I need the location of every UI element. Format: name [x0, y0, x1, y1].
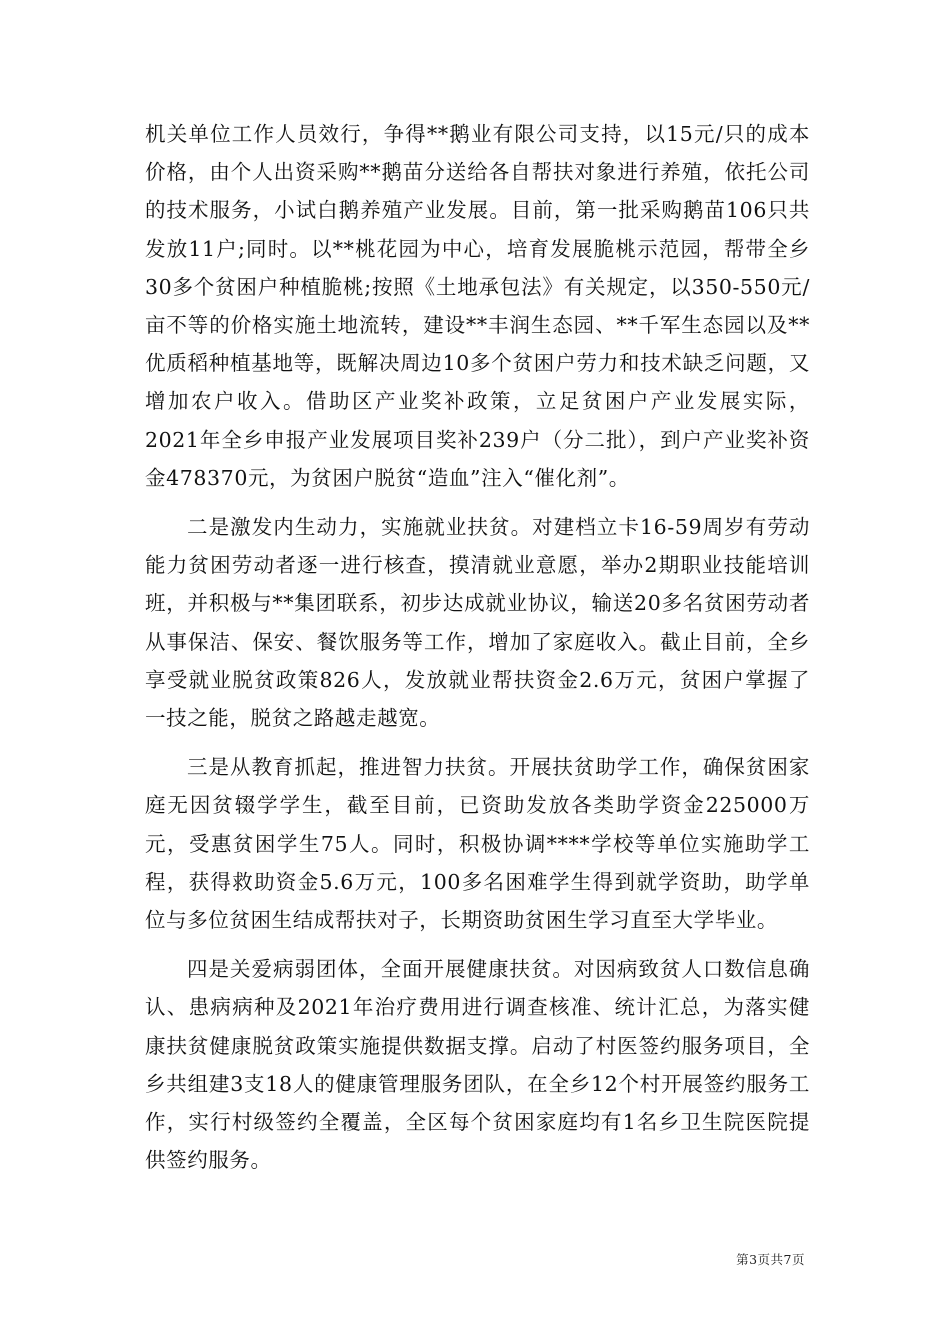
paragraph-education-poverty-alleviation: 三是从教育抓起，推进智力扶贫。开展扶贫助学工作，确保贫困家庭无因贫辍学学生，截至目前，已资助发放各类助学资金225000万元，受惠贫困学生75人。同时，积极协调****学校等单位实施助学工程，获得救助资金5.6万元，100多名困难学生得到就学资助，助学单位与多位贫困生结成帮扶对子，长期资助贫困生学习直至大学毕业。 — [145, 755, 810, 933]
paragraph-health-poverty-alleviation: 四是关爱病弱团体，全面开展健康扶贫。对因病致贫人口数信息确认、患病病种及2021年治疗费用进行调查核准、统计汇总，为落实健康扶贫健康脱贫政策实施提供数据支撑。启动了村医签约服务项目，全乡共组建3支18人的健康管理服务团队，在全乡12个村开展签约服务工作，实行村级签约全覆盖，全区每个贫困家庭均有1名乡卫生院医院提供签约服务。 — [145, 957, 810, 1173]
document-body — [145, 115, 810, 1179]
paragraph-industry-poverty-alleviation: 机关单位工作人员效行，争得**鹅业有限公司支持，以15元/只的成本价格，由个人出资采购**鹅苗分送给各自帮扶对象进行养殖，依托公司的技术服务，小试白鹅养殖产业发展。目前，第一批采购鹅苗106只共发放11户;同时。以**桃花园为中心，培育发展脆桃示范园，帮带全乡30多个贫困户种植脆桃;按照《土地承包法》有关规定，以350-550元/亩不等的价格实施土地流转，建设**丰润生态园、**千军生态园以及**优质稻种植基地等，既解决周边10多个贫困户劳力和技术缺乏问题，又增加农户收入。借助区产业奖补政策，立足贫困户产业发展实际，2021年全乡申报产业发展项目奖补239户（分二批），到户产业奖补资金478370元，为贫困户脱贫“造血”注入“催化剂”。 — [145, 122, 810, 490]
paragraph-employment-poverty-alleviation: 二是激发内生动力，实施就业扶贫。对建档立卡16-59周岁有劳动能力贫困劳动者逐一进行核查，摸清就业意愿，举办2期职业技能培训班，并积极与**集团联系，初步达成就业协议，输送20多名贫困劳动者从事保洁、保安、餐饮服务等工作，增加了家庭收入。截止目前，全乡享受就业脱贫政策826人，发放就业帮扶资金2.6万元，贫困户掌握了一技之能，脱贫之路越走越宽。 — [145, 515, 810, 731]
page-number-footer: 第3页共7页 — [736, 1252, 805, 1267]
